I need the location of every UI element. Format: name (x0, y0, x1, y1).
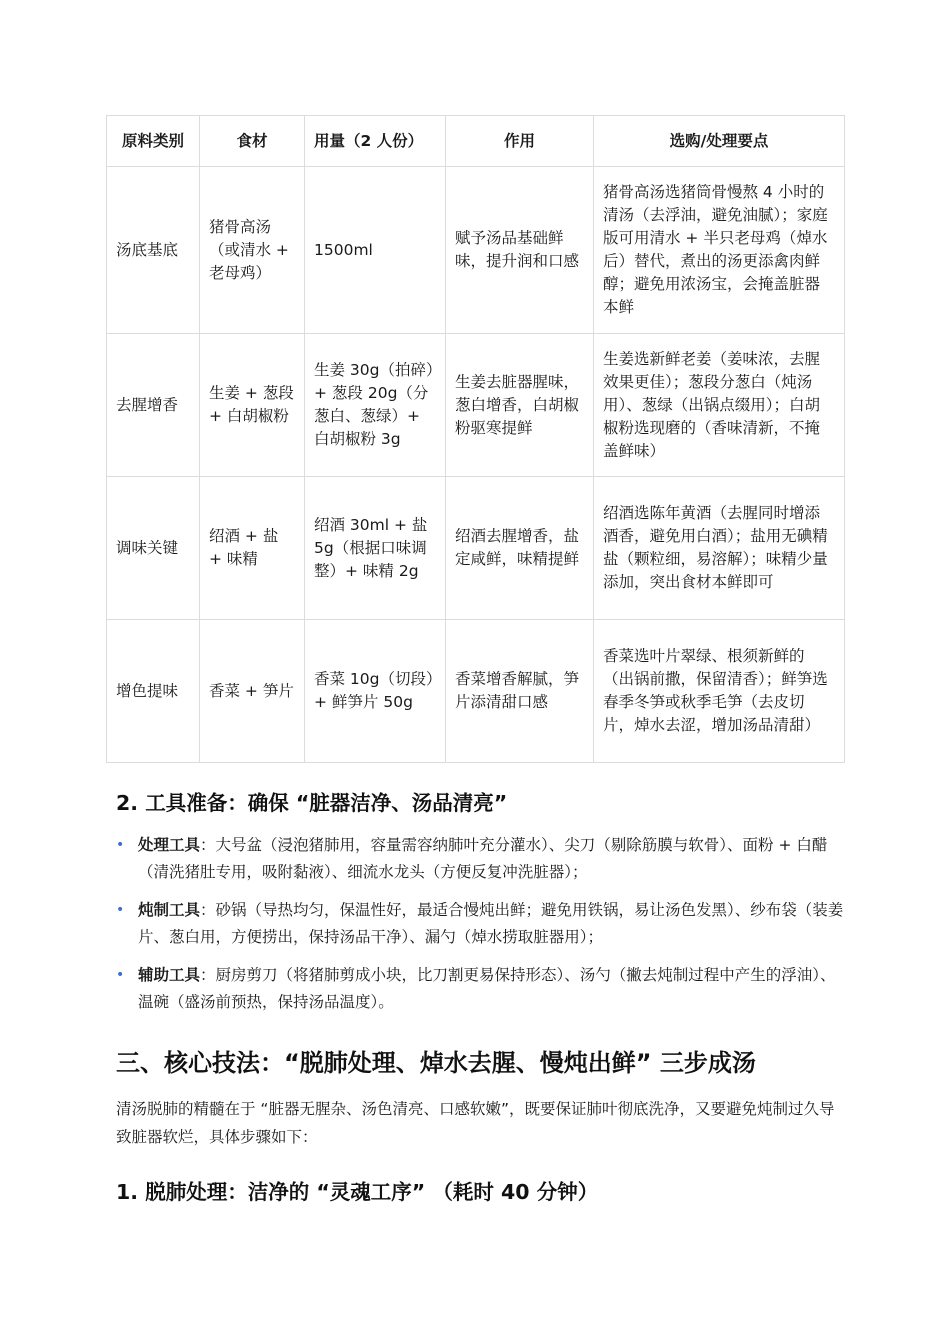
table-row (107, 334, 845, 477)
table-header-row (107, 116, 845, 167)
cell-amount: 绍酒 30ml + 盐 5g（根据口味调整）+ 味精 2g (305, 477, 446, 620)
cell-purpose: 生姜去脏器腥味，葱白增香，白胡椒粉驱寒提鲜 (446, 334, 594, 477)
cell-amount: 香菜 10g（切段）+ 鲜笋片 50g (305, 620, 446, 763)
section-three-heading: 三、核心技法：“脱肺处理、焯水去腥、慢炖出鲜” 三步成汤 (116, 1049, 756, 1077)
cell-ingredient: 绍酒 + 盐 + 味精 (200, 477, 305, 620)
cell-tips: 绍酒选陈年黄酒（去腥同时增添酒香，避免用白酒）；盐用无碘精盐（颗粒细，易溶解）；味精少量添加，突出食材本鲜即可 (594, 477, 845, 620)
cell-category: 去腥增香 (107, 334, 200, 477)
cell-ingredient: 猪骨高汤（或清水 + 老母鸡） (200, 167, 305, 334)
item-text: ：砂锅（导热均匀，保温性好，最适合慢炖出鲜；避免用铁锅，易让汤色发黑）、纱布袋（装姜片、葱白用，方便捞出，保持汤品干净）、漏勺（焯水捞取脏器用）； (138, 901, 844, 946)
header-amount: 用量（2 人份） (305, 116, 446, 167)
item-label: 辅助工具 (138, 966, 201, 984)
bullet-icon: • (116, 837, 125, 853)
list-item (116, 832, 846, 886)
cell-ingredient: 生姜 + 葱段 + 白胡椒粉 (200, 334, 305, 477)
bullet-icon: • (116, 902, 125, 918)
cell-ingredient: 香菜 + 笋片 (200, 620, 305, 763)
tools-heading: 2. 工具准备：确保 “脏器洁净、汤品清亮” (116, 791, 508, 815)
cell-tips: 生姜选新鲜老姜（姜味浓，去腥效果更佳）；葱段分葱白（炖汤用）、葱绿（出锅点缀用）；白胡椒粉选现磨的（香味清新，不掩盖鲜味） (594, 334, 845, 477)
tools-list (116, 832, 846, 1027)
header-purpose: 作用 (446, 116, 594, 167)
table-row (107, 167, 845, 334)
header-category: 原料类别 (107, 116, 200, 167)
cell-purpose: 绍酒去腥增香，盐定咸鲜，味精提鲜 (446, 477, 594, 620)
step1-heading: 1. 脱肺处理：洁净的 “灵魂工序” （耗时 40 分钟） (116, 1180, 599, 1204)
cell-tips: 猪骨高汤选猪筒骨慢熬 4 小时的清汤（去浮油，避免油腻）；家庭版可用清水 + 半只老母鸡（焯水后）替代，煮出的汤更添禽肉鲜醇；避免用浓汤宝，会掩盖脏器本鲜 (594, 167, 845, 334)
ingredients-table (106, 115, 845, 763)
section-three-intro: 清汤脱肺的精髓在于 “脏器无腥杂、汤色清亮、口感软嫩”，既要保证肺叶彻底洗净，又要避免炖制过久导致脏器软烂，具体步骤如下： (116, 1100, 835, 1146)
cell-category: 汤底基底 (107, 167, 200, 334)
cell-amount: 生姜 30g（拍碎）+ 葱段 20g（分葱白、葱绿）+ 白胡椒粉 3g (305, 334, 446, 477)
table-row (107, 477, 845, 620)
item-label: 炖制工具 (138, 901, 201, 919)
cell-category: 增色提味 (107, 620, 200, 763)
header-ingredient: 食材 (200, 116, 305, 167)
header-tips: 选购/处理要点 (594, 116, 845, 167)
cell-amount: 1500ml (305, 167, 446, 334)
item-text: ：厨房剪刀（将猪肺剪成小块，比刀割更易保持形态）、汤勺（撇去炖制过程中产生的浮油）、温碗（盛汤前预热，保持汤品温度）。 (138, 966, 836, 1011)
table-row (107, 620, 845, 763)
cell-category: 调味关键 (107, 477, 200, 620)
cell-purpose: 香菜增香解腻，笋片添清甜口感 (446, 620, 594, 763)
bullet-icon: • (116, 967, 125, 983)
cell-purpose: 赋予汤品基础鲜味，提升润和口感 (446, 167, 594, 334)
list-item (116, 962, 846, 1016)
cell-tips: 香菜选叶片翠绿、根须新鲜的（出锅前撒，保留清香）；鲜笋选春季冬笋或秋季毛笋（去皮切片，焯水去涩，增加汤品清甜） (594, 620, 845, 763)
item-label: 处理工具 (138, 836, 201, 854)
item-text: ：大号盆（浸泡猪肺用，容量需容纳肺叶充分灌水）、尖刀（剔除筋膜与软骨）、面粉 + 白醋（清洗猪肚专用，吸附黏液）、细流水龙头（方便反复冲洗脏器）； (138, 836, 828, 881)
list-item (116, 897, 846, 951)
